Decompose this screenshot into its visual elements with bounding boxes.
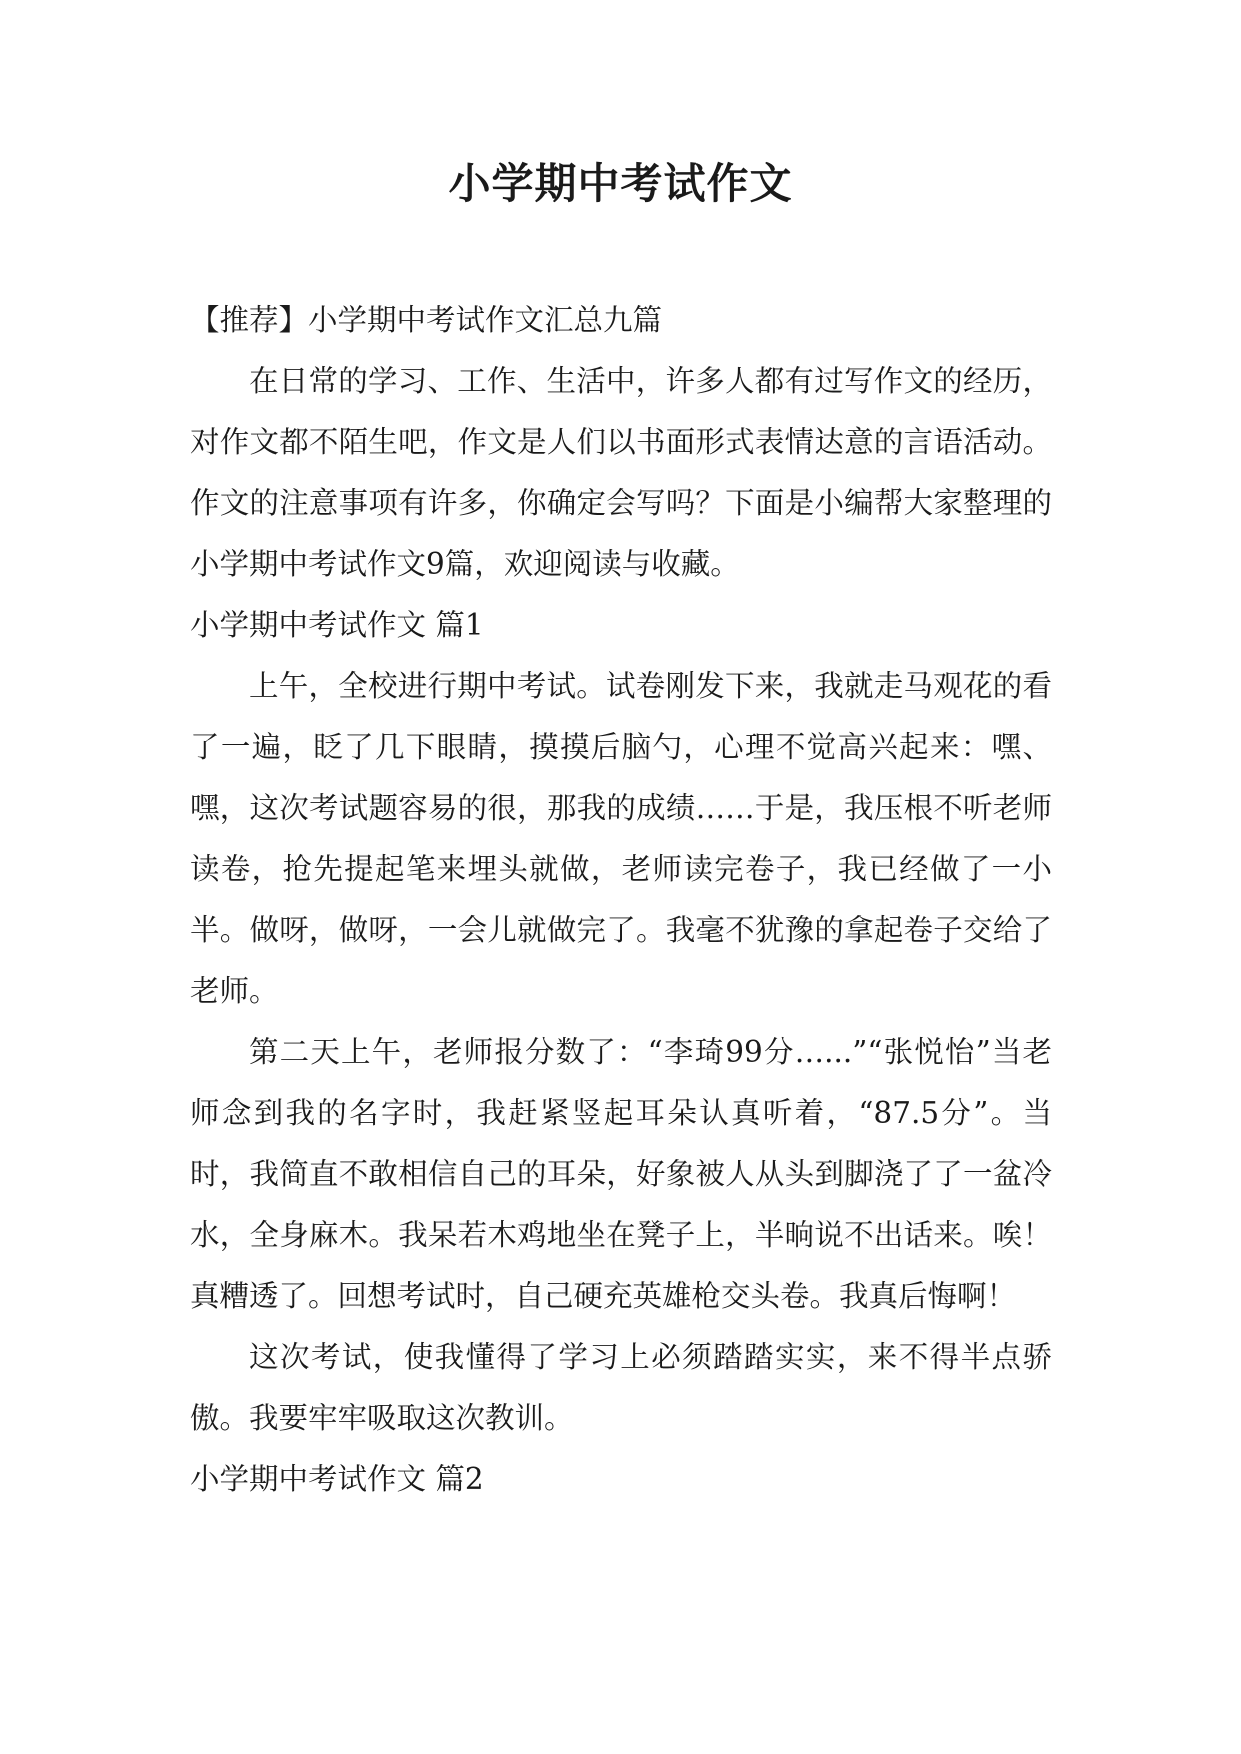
recommend-line: 【推荐】小学期中考试作文汇总九篇 xyxy=(190,303,663,337)
section-1-paragraph-2: 第二天上午，老师报分数了：“李琦99分…...”“张悦怡”当老师念到我的名字时，我赶紧竖起耳朵认真听着，“87.5分”。当时，我简直不敢相信自己的耳朵，好象被人从头到脚浇了了一盆冷水，全身麻木。我呆若木鸡地坐在凳子上，半晌说不出话来。唉！真糟透了。回想考试时，自己硬充英雄枪交头卷。我真后悔啊！ xyxy=(190,1035,1052,1313)
document-body xyxy=(190,290,1052,1510)
section-1-heading: 小学期中考试作文 篇1 xyxy=(190,608,484,642)
section-1-paragraph-1: 上午，全校进行期中考试。试卷刚发下来，我就走马观花的看了一遍，眨了几下眼睛，摸摸后脑勺，心理不觉高兴起来：嘿、嘿，这次考试题容易的很，那我的成绩……于是，我压根不听老师读卷，抢先提起笔来埋头就做，老师读完卷子，我已经做了一小半。做呀，做呀，一会儿就做完了。我毫不犹豫的拿起卷子交给了老师。 xyxy=(190,669,1052,1008)
document-title: 小学期中考试作文 xyxy=(448,159,793,208)
section-1-paragraph-3: 这次考试，使我懂得了学习上必须踏踏实实，来不得半点骄傲。我要牢牢吸取这次教训。 xyxy=(190,1340,1052,1435)
intro-paragraph: 在日常的学习、工作、生活中，许多人都有过写作文的经历，对作文都不陌生吧，作文是人们以书面形式表情达意的言语活动。作文的注意事项有许多，你确定会写吗？下面是小编帮大家整理的小学期中考试作文9篇，欢迎阅读与收藏。 xyxy=(190,364,1052,581)
section-2-heading: 小学期中考试作文 篇2 xyxy=(190,1462,484,1496)
